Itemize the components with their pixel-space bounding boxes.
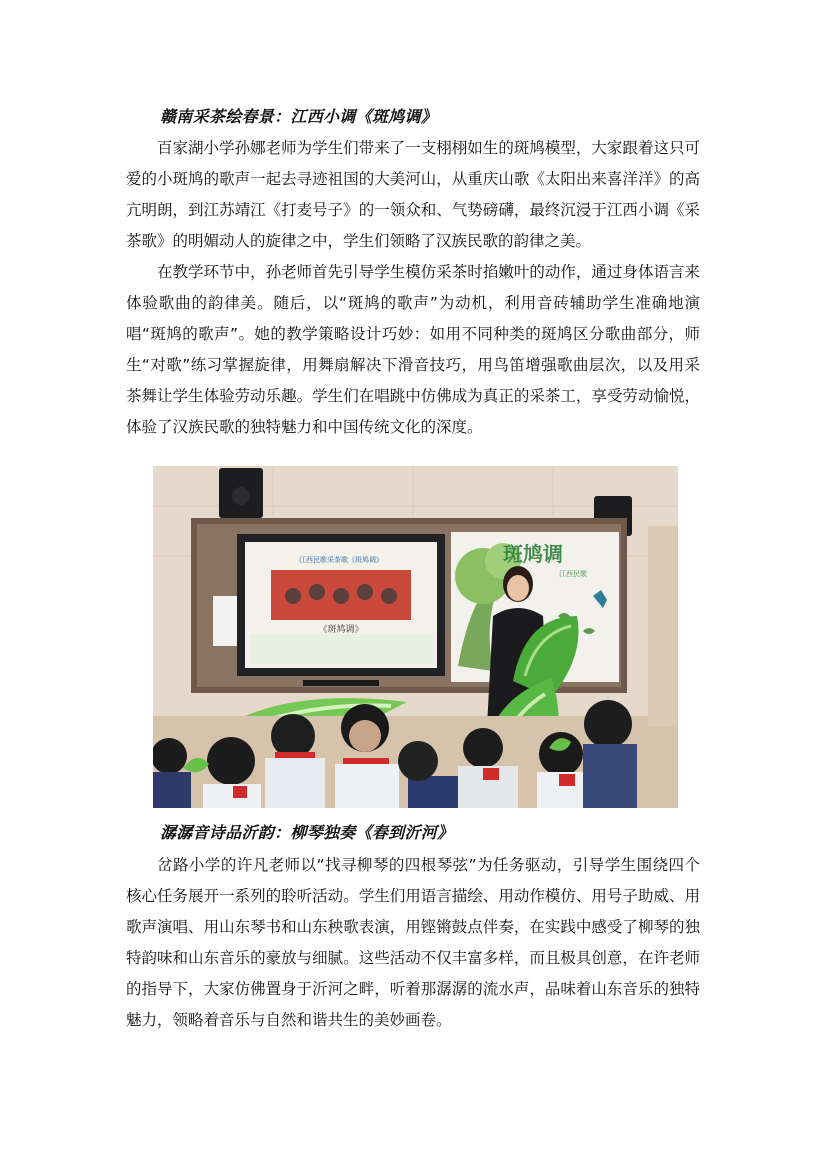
section2-paragraph-1: 岔路小学的许凡老师以“找寻柳琴的四根琴弦”为任务驱动，引导学生围绕四个核心任务展开一系列的聆听活动。学生们用语言描绘、用动作模仿、用号子助威、用歌声演唱、用山东琴书和山东秧歌表演，用铿锵鼓点伴奏，在实践中感受了柳琴的独特韵味和山东音乐的豪放与细腻。这些活动不仅丰富多样，而且极具创意，在许老师的指导下，大家仿佛置身于沂河之畔，听着那潺潺的流水声，品味着山东音乐的独特魅力，领略着音乐与自然和谐共生的美妙画卷。: [126, 856, 700, 1029]
section1-heading: 赣南采茶绘春景：江西小调《斑鸠调》: [160, 107, 438, 126]
classroom-photo: [153, 466, 678, 808]
screen-caption: 《斑鸠调》: [318, 625, 364, 635]
screen-title: 江西民歌采茶歌《斑鸠调》: [299, 556, 383, 564]
section2-body: [126, 850, 700, 1036]
section1-paragraph-1: 百家湖小学孙娜老师为学生们带来了一支栩栩如生的斑鸠模型，大家跟着这只可爱的小斑鸠的歌声一起去寻迹祖国的大美河山，从重庆山歌《太阳出来喜洋洋》的高亢明朗，到江苏靖江《打麦号子》的一领众和、气势磅礴，最终沉浸于江西小调《采茶歌》的明媚动人的旋律之中，学生们领略了汉族民歌的韵律之美。: [126, 139, 700, 250]
board-subtitle: 江西民歌: [559, 570, 587, 578]
section1-paragraph-2: 在教学环节中，孙老师首先引导学生模仿采茶时掐嫩叶的动作，通过身体语言来体验歌曲的韵律美。随后，以“斑鸠的歌声”为动机，利用音砖辅助学生准确地演唱“斑鸠的歌声”。她的教学策略设计巧妙：如用不同种类的斑鸠区分歌曲部分，师生“对歌”练习掌握旋律，用舞扇解决下滑音技巧，用鸟笛增强歌曲层次，以及用采茶舞让学生体验劳动乐趣。学生们在唱跳中仿佛成为真正的采茶工，享受劳动愉悦，体验了汉族民歌的独特魅力和中国传统文化的深度。: [126, 263, 700, 436]
section1-body: [126, 133, 700, 443]
board-title: 斑鸠调: [503, 542, 563, 566]
section2-heading: 潺潺音诗品沂韵：柳琴独奏《春到沂河》: [160, 823, 454, 842]
